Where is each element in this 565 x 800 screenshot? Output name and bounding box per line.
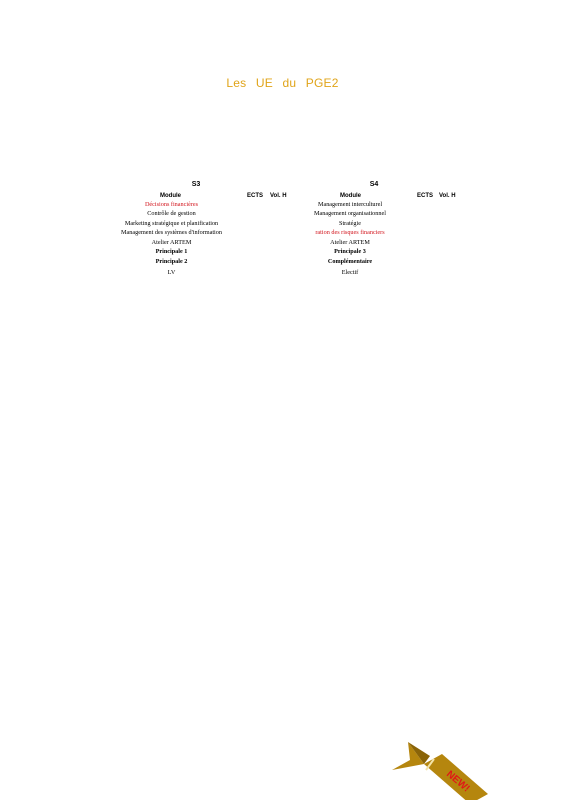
- list-item: ration des risques financiers: [315, 229, 385, 237]
- column-header-module: Module: [160, 193, 181, 199]
- new-ribbon-icon: [390, 740, 490, 800]
- list-item: LV: [167, 268, 176, 276]
- list-item: Electif: [341, 268, 359, 276]
- list-item: Principale 2: [155, 258, 188, 266]
- column-header-module: Module: [340, 193, 361, 199]
- list-item: Stratégie: [339, 219, 361, 227]
- list-item: Management des systèmes d'information: [121, 229, 222, 237]
- module-list: [282, 200, 418, 277]
- list-item: Complémentaire: [327, 258, 373, 266]
- module-list: [105, 200, 238, 277]
- list-item: Principale 1: [155, 247, 188, 255]
- list-item: Contrôle de gestion: [147, 210, 196, 218]
- semester-title: S4: [369, 181, 379, 188]
- list-item: Atelier ARTEM: [151, 238, 192, 246]
- list-item: Principale 3: [334, 247, 366, 255]
- column-header-vol: Vol. H: [439, 193, 456, 199]
- column-header-ects: ECTS: [417, 193, 434, 199]
- new-badge-text: NEW!: [444, 768, 472, 795]
- list-item: Décisions financières: [144, 201, 199, 208]
- column-header-ects: ECTS: [247, 193, 264, 199]
- page-title: Les UE du PGE2: [226, 76, 339, 90]
- list-item: Management organisationnel: [314, 210, 386, 218]
- list-item: Marketing stratégique et planification: [124, 219, 219, 227]
- list-item: Atelier ARTEM: [330, 238, 370, 246]
- semester-title: S3: [191, 181, 201, 188]
- column-header-vol: Vol. H: [270, 193, 287, 199]
- list-item: Management interculturel: [317, 201, 383, 208]
